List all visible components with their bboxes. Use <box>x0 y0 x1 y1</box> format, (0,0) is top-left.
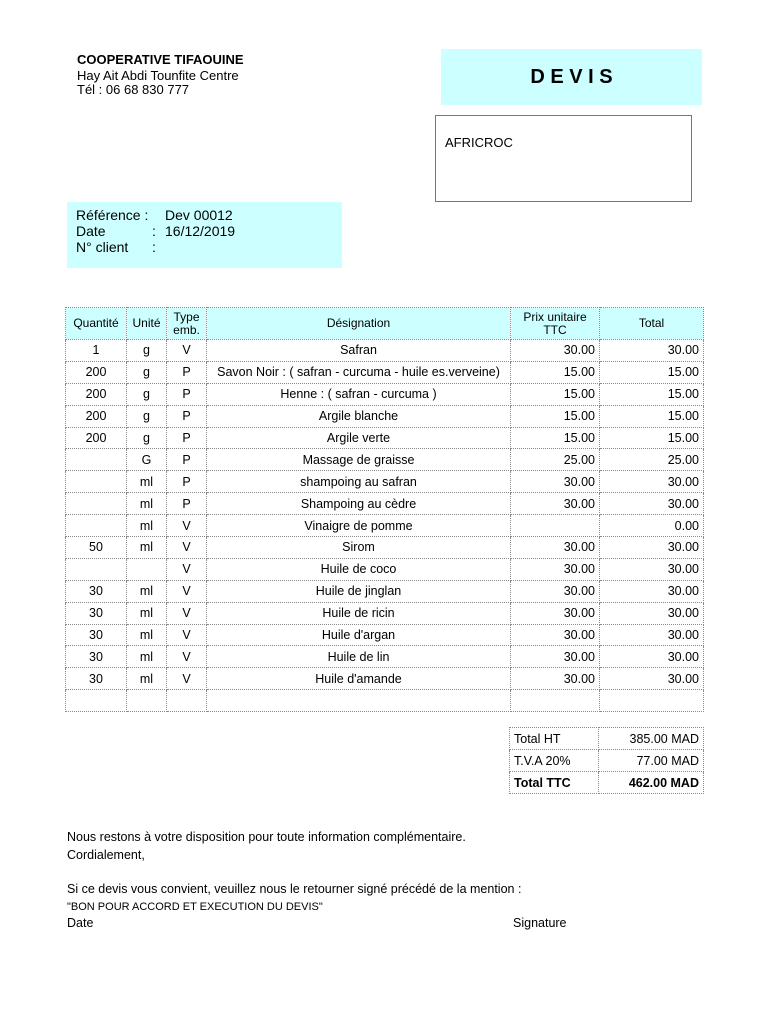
reference-box <box>67 202 342 268</box>
cell-quantite <box>66 558 127 580</box>
cell-type: V <box>167 537 207 559</box>
cell-quantite: 30 <box>66 602 127 624</box>
cell-prix: 30.00 <box>511 493 600 515</box>
cell-designation: Huile de jinglan <box>207 580 511 602</box>
cell-unite: ml <box>127 602 167 624</box>
cell-designation: Huile de ricin <box>207 602 511 624</box>
cell-designation: Shampoing au cèdre <box>207 493 511 515</box>
cell-prix: 30.00 <box>511 537 600 559</box>
footer-instruction-text: Si ce devis vous convient, veuillez nous le retourner signé précédé de la mention : <box>67 882 522 896</box>
cell-total: 15.00 <box>600 405 704 427</box>
cell-prix: 30.00 <box>511 668 600 690</box>
cell-prix: 30.00 <box>511 646 600 668</box>
company-phone: Tél : 06 68 830 777 <box>77 82 190 97</box>
cell-unite: ml <box>127 624 167 646</box>
cell-prix: 15.00 <box>511 405 600 427</box>
cell-prix: 30.00 <box>511 558 600 580</box>
table-row <box>66 558 704 580</box>
cell-total: 30.00 <box>600 558 704 580</box>
header-unite: Unité <box>127 308 167 340</box>
tva-value: 77.00 MAD <box>599 750 704 772</box>
cell-total: 15.00 <box>600 427 704 449</box>
cell-unite: ml <box>127 515 167 537</box>
cell-unite: G <box>127 449 167 471</box>
cell-designation: Huile de lin <box>207 646 511 668</box>
cell-unite: g <box>127 427 167 449</box>
cell-total: 30.00 <box>600 580 704 602</box>
totals-table <box>509 727 704 794</box>
cell-prix <box>511 515 600 537</box>
table-row <box>66 624 704 646</box>
footer-mention-text: "BON POUR ACCORD ET EXECUTION DU DEVIS" <box>67 901 323 913</box>
cell-unite: ml <box>127 580 167 602</box>
cell-designation <box>207 690 511 712</box>
footer-disposition-text: Nous restons à votre disposition pour toute information complémentaire. <box>67 830 466 844</box>
table-row <box>66 471 704 493</box>
cell-total: 25.00 <box>600 449 704 471</box>
cell-type: V <box>167 646 207 668</box>
cell-unite: g <box>127 383 167 405</box>
client-address-box <box>435 115 692 202</box>
company-name: COOPERATIVE TIFAOUINE <box>77 52 244 67</box>
cell-type: P <box>167 493 207 515</box>
cell-quantite: 200 <box>66 405 127 427</box>
date-label: Date <box>76 223 106 239</box>
cell-type: V <box>167 602 207 624</box>
cell-designation: Massage de graisse <box>207 449 511 471</box>
cell-designation: Safran <box>207 340 511 362</box>
cell-designation: Argile verte <box>207 427 511 449</box>
cell-prix: 30.00 <box>511 340 600 362</box>
total-ht-value: 385.00 MAD <box>599 728 704 750</box>
cell-designation: Huile d'argan <box>207 624 511 646</box>
cell-unite: ml <box>127 471 167 493</box>
total-ttc-row <box>510 772 704 794</box>
table-row <box>66 405 704 427</box>
cell-type: V <box>167 580 207 602</box>
total-ttc-value: 462.00 MAD <box>599 772 704 794</box>
cell-total: 15.00 <box>600 361 704 383</box>
table-row <box>66 427 704 449</box>
cell-unite <box>127 690 167 712</box>
company-address: Hay Ait Abdi Tounfite Centre <box>77 68 239 83</box>
reference-label: Référence : <box>76 207 149 223</box>
header-designation: Désignation <box>207 308 511 340</box>
cell-designation: Sirom <box>207 537 511 559</box>
footer-date-label: Date <box>67 916 94 930</box>
cell-total <box>600 690 704 712</box>
cell-total: 15.00 <box>600 383 704 405</box>
cell-total: 30.00 <box>600 493 704 515</box>
cell-total: 30.00 <box>600 602 704 624</box>
cell-type: V <box>167 668 207 690</box>
cell-quantite: 30 <box>66 624 127 646</box>
footer-signature-label: Signature <box>513 916 567 930</box>
cell-quantite: 30 <box>66 580 127 602</box>
cell-unite: ml <box>127 493 167 515</box>
cell-quantite <box>66 493 127 515</box>
tva-label: T.V.A 20% <box>510 750 599 772</box>
table-row <box>66 668 704 690</box>
document-title: D E V I S <box>530 65 613 88</box>
cell-prix: 25.00 <box>511 449 600 471</box>
cell-type: P <box>167 405 207 427</box>
header-quantite: Quantité <box>66 308 127 340</box>
cell-total: 30.00 <box>600 668 704 690</box>
cell-designation: shampoing au safran <box>207 471 511 493</box>
cell-quantite <box>66 471 127 493</box>
footer-closing-text: Cordialement, <box>67 848 145 862</box>
table-row <box>66 449 704 471</box>
header-type: Type emb. <box>167 308 207 340</box>
cell-prix: 15.00 <box>511 383 600 405</box>
cell-quantite: 30 <box>66 668 127 690</box>
cell-type: P <box>167 449 207 471</box>
cell-quantite <box>66 515 127 537</box>
items-table <box>65 307 704 712</box>
cell-unite: g <box>127 361 167 383</box>
client-number-label: N° client <box>76 239 129 255</box>
cell-prix: 30.00 <box>511 471 600 493</box>
cell-prix: 15.00 <box>511 361 600 383</box>
cell-unite: ml <box>127 537 167 559</box>
total-ht-row <box>510 728 704 750</box>
cell-total: 30.00 <box>600 340 704 362</box>
cell-total: 30.00 <box>600 646 704 668</box>
client-number-separator: : <box>152 239 156 255</box>
table-row <box>66 383 704 405</box>
cell-designation: Vinaigre de pomme <box>207 515 511 537</box>
document-title-box <box>441 49 702 105</box>
cell-type: V <box>167 558 207 580</box>
client-name: AFRICROC <box>445 135 513 150</box>
cell-type: V <box>167 340 207 362</box>
cell-prix: 15.00 <box>511 427 600 449</box>
cell-quantite: 1 <box>66 340 127 362</box>
cell-designation: Henne : ( safran - curcuma ) <box>207 383 511 405</box>
cell-quantite: 200 <box>66 383 127 405</box>
cell-designation: Huile de coco <box>207 558 511 580</box>
cell-unite <box>127 558 167 580</box>
table-row <box>66 537 704 559</box>
cell-designation: Huile d'amande <box>207 668 511 690</box>
table-row <box>66 580 704 602</box>
cell-type: P <box>167 427 207 449</box>
cell-quantite: 200 <box>66 427 127 449</box>
date-separator: : <box>152 223 156 239</box>
cell-quantite <box>66 449 127 471</box>
cell-total: 30.00 <box>600 471 704 493</box>
header-prix: Prix unitaire TTC <box>511 308 600 340</box>
cell-unite: g <box>127 405 167 427</box>
cell-quantite: 30 <box>66 646 127 668</box>
total-ttc-label: Total TTC <box>510 772 599 794</box>
cell-type: P <box>167 361 207 383</box>
cell-total: 30.00 <box>600 537 704 559</box>
cell-unite: ml <box>127 668 167 690</box>
cell-quantite: 200 <box>66 361 127 383</box>
total-ht-label: Total HT <box>510 728 599 750</box>
cell-designation: Savon Noir : ( safran - curcuma - huile es.verveine) <box>207 361 511 383</box>
cell-type: P <box>167 383 207 405</box>
table-row <box>66 646 704 668</box>
reference-value: Dev 00012 <box>165 207 233 223</box>
cell-unite: g <box>127 340 167 362</box>
cell-designation: Argile blanche <box>207 405 511 427</box>
cell-type <box>167 690 207 712</box>
cell-unite: ml <box>127 646 167 668</box>
cell-quantite <box>66 690 127 712</box>
header-total: Total <box>600 308 704 340</box>
cell-type: V <box>167 515 207 537</box>
cell-type: P <box>167 471 207 493</box>
table-row <box>66 361 704 383</box>
cell-total: 30.00 <box>600 624 704 646</box>
table-row <box>66 602 704 624</box>
table-row <box>66 515 704 537</box>
cell-prix: 30.00 <box>511 624 600 646</box>
table-row <box>66 493 704 515</box>
cell-quantite: 50 <box>66 537 127 559</box>
cell-prix: 30.00 <box>511 580 600 602</box>
cell-total: 0.00 <box>600 515 704 537</box>
cell-prix: 30.00 <box>511 602 600 624</box>
tva-row <box>510 750 704 772</box>
cell-type: V <box>167 624 207 646</box>
table-header-row <box>66 308 704 340</box>
date-value: 16/12/2019 <box>165 223 236 239</box>
cell-prix <box>511 690 600 712</box>
table-row <box>66 690 704 712</box>
table-row <box>66 340 704 362</box>
